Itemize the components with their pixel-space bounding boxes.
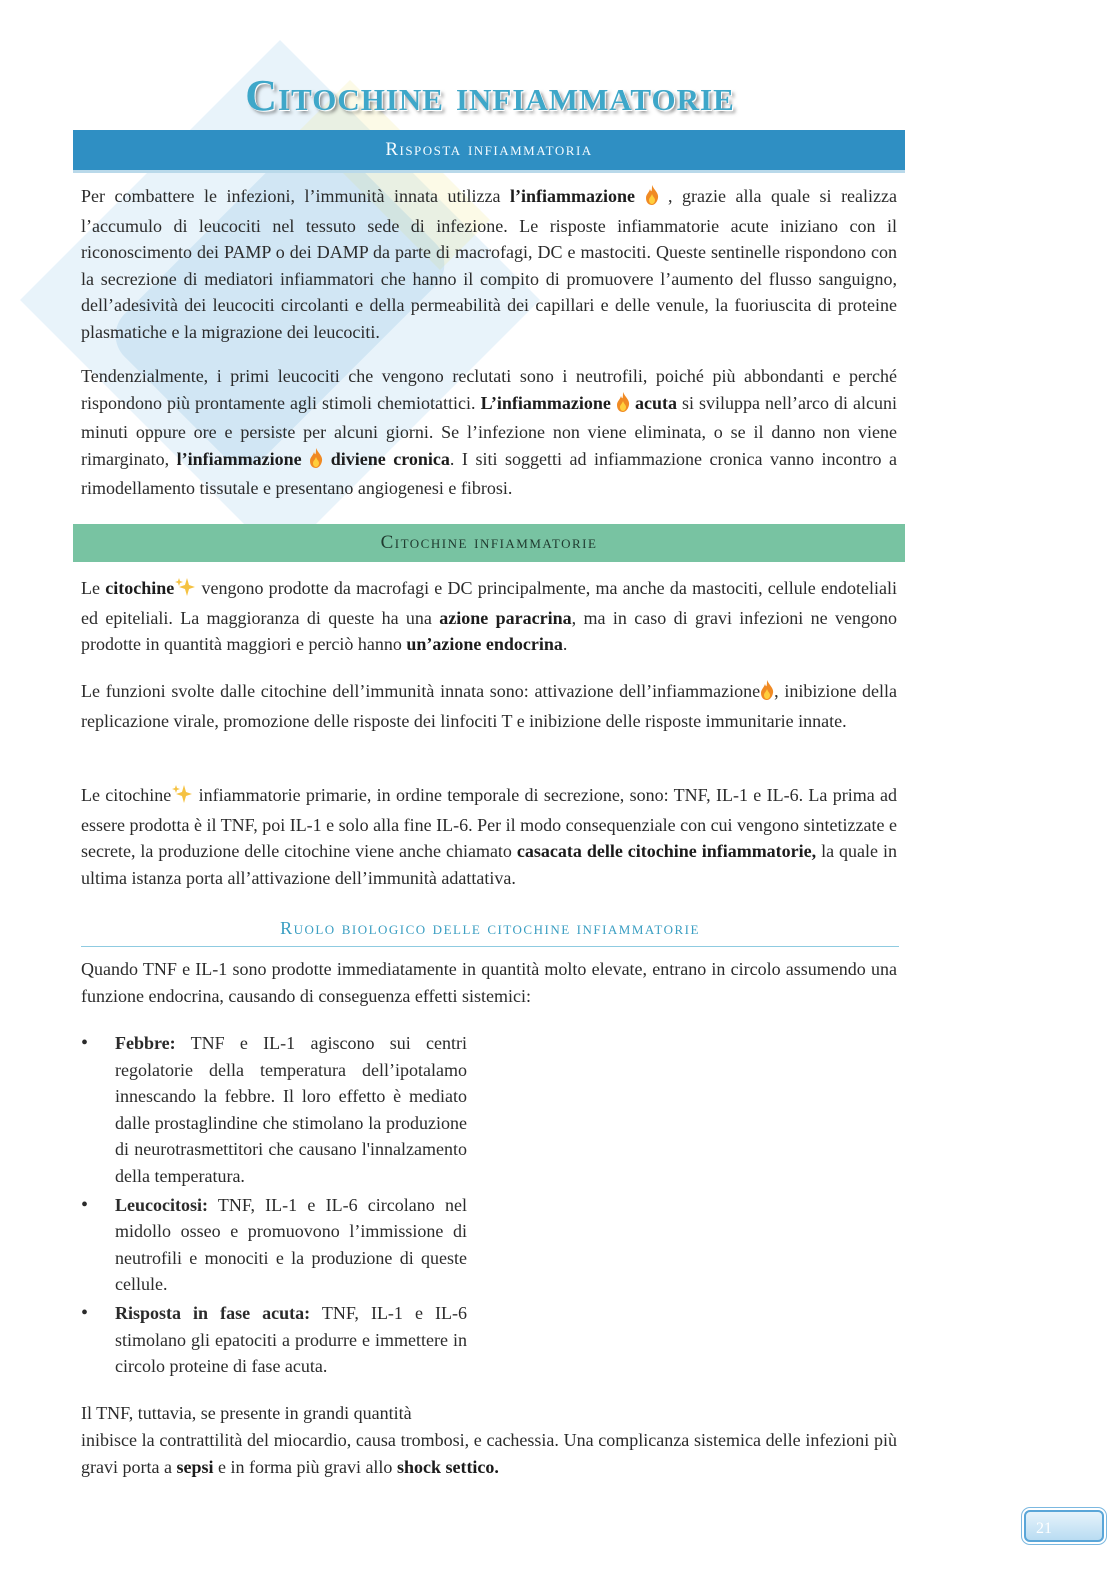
bold-term: sepsi xyxy=(176,1456,214,1477)
bold-term: diviene cronica xyxy=(330,448,450,469)
paragraph-funzioni xyxy=(81,678,897,734)
text-span: Le citochine xyxy=(81,785,172,805)
text-span: inibisce la contrattilità del miocardio, causa trombosi, e cachessia. Una complicanza sistemica delle infezioni più gravi porta a xyxy=(81,1430,897,1477)
fire-icon xyxy=(616,392,630,420)
page-number: 21 xyxy=(1024,1510,1104,1542)
text-span: Le funzioni svolte dalle citochine dell’immunità innata sono: attivazione dell’infiammazione xyxy=(81,681,761,701)
text-span: TNF e IL-1 agiscono sui centri regolatorie della temperatura dell’ipotalamo innescando la febbre. Il loro effetto è mediato dalle prostaglindine che stimolano la produzione di neurotrasmettitori che causano l'innalzamento della temperatura. xyxy=(115,1033,467,1186)
sparkles-icon xyxy=(174,577,196,605)
bold-term: Leucocitosi: xyxy=(115,1194,208,1215)
list-item xyxy=(81,1030,467,1190)
text-span: , grazie alla quale si realizza l’accumulo di leucociti nel tessuto sede di infezione. Le risposte infiammatorie acute iniziano con il riconoscimento dei PAMP o dei DAMP da parte di macrofagi, DC e mastociti. Queste sentinelle rispondono con la secrezione di mediatori infiammatori che hanno il compito di promuovere l’aumento del flusso sanguigno, dell’adesività dei leucociti circolanti e della permeabilità dei capillari e delle venule, la fuoriuscita di proteine plasmatiche e la migrazione dei leucociti. xyxy=(81,186,898,342)
effects-list xyxy=(81,1030,467,1382)
text-span: TNF, IL-1 e IL-6 stimolano gli epatociti a produrre e immettere in circolo proteine di fase acuta. xyxy=(115,1302,467,1377)
bold-term: Febbre: xyxy=(115,1033,176,1053)
paragraph-cascata xyxy=(81,782,897,891)
bold-term: L’infiammazione xyxy=(480,392,611,413)
paragraph-infiammazione-intro xyxy=(81,183,897,346)
text-span: la quale in ultima istanza porta all’attivazione dell’immunità adattativa. xyxy=(81,841,897,888)
page-title: Citochine infiammatorie xyxy=(245,71,735,120)
text-span: si sviluppa nell’arco di alcuni minuti oppure ore e persiste per alcuni giorni. Se l’infezione non viene eliminata, o se il danno non viene rimarginato, xyxy=(81,392,898,469)
text-span: vengono prodotte da macrofagi e DC principalmente, ma anche da mastociti, cellule endoteliali ed epiteliali. La maggioranza di queste ha una xyxy=(81,578,897,628)
paragraph-effetti-sistemici: Quando TNF e IL-1 sono prodotte immediatamente in quantità molto elevate, entrano in circolo assumendo una funzione endocrina, causando di conseguenza effetti sistemici: xyxy=(81,959,897,1006)
text-span: . xyxy=(562,634,568,655)
text-span: , ma in caso di gravi infezioni ne vengono prodotte in quantità maggiori e perciò hanno xyxy=(81,607,897,655)
text-span: Tendenzialmente, i primi leucociti che vengono reclutati sono i neutrofili, poiché più abbondanti e perché rispondono più prontamente agli stimoli chemiotattici. xyxy=(81,366,897,413)
text-span: Le xyxy=(81,578,106,598)
bold-term: citochine xyxy=(105,578,175,598)
list-item xyxy=(81,1192,467,1298)
paragraph-citochine-produzione xyxy=(81,575,897,658)
text-span: e in forma più gravi allo xyxy=(213,1456,397,1477)
section-heading-risposta: Risposta infiammatoria xyxy=(73,130,905,173)
sparkles-icon xyxy=(171,784,193,812)
section-heading-citochine: Citochine infiammatorie xyxy=(73,524,905,562)
bold-term: l’infiammazione xyxy=(176,448,302,469)
fire-icon xyxy=(645,185,659,213)
bold-term: azione paracrina xyxy=(439,607,572,628)
bold-term: un’azione endocrina xyxy=(406,634,563,655)
bold-term: acuta xyxy=(634,392,677,413)
bold-term: l’infiammazione xyxy=(510,186,635,206)
text-span: TNF, IL-1 e IL-6 circolano nel midollo osseo e promuovono l’immissione di neutrofili e monociti e la produzione di queste cellule. xyxy=(115,1194,467,1295)
text-span: infiammatorie primarie, in ordine temporale di secrezione, sono: TNF, IL-1 e IL-6. La prima ad essere prodotta è il TNF, poi IL-1 e solo alla fine IL-6. Per il modo consequenziale con cui vengono sintetizzate e secrete, la produzione delle citochine viene anche chiamato xyxy=(81,785,897,862)
text-span: Per combattere le infezioni, l’immunità innata utilizza xyxy=(81,186,510,206)
text-span: , inibizione della replicazione virale, promozione delle risposte dei linfociti T e inibizione delle risposte immunitarie innate. xyxy=(81,681,897,731)
subsection-heading-ruolo: Ruolo biologico delle citochine infiammatorie xyxy=(81,918,899,947)
bold-term: casacata delle citochine infiammatorie, xyxy=(516,841,817,862)
fire-icon xyxy=(309,448,323,476)
bold-term: shock settico. xyxy=(396,1456,499,1477)
paragraph-tnf-effetti xyxy=(81,1427,897,1480)
paragraph-neutrofili xyxy=(81,363,897,502)
fire-icon xyxy=(760,680,774,708)
list-item xyxy=(81,1300,467,1380)
paragraph-tnf-first-line: Il TNF, tuttavia, se presente in grandi quantità xyxy=(81,1403,412,1423)
bold-term: Risposta in fase acuta: xyxy=(115,1302,311,1323)
text-span: . I siti soggetti ad infiammazione cronica vanno incontro a rimodellamento tissutale e presentano angiogenesi e fibrosi. xyxy=(81,448,898,499)
